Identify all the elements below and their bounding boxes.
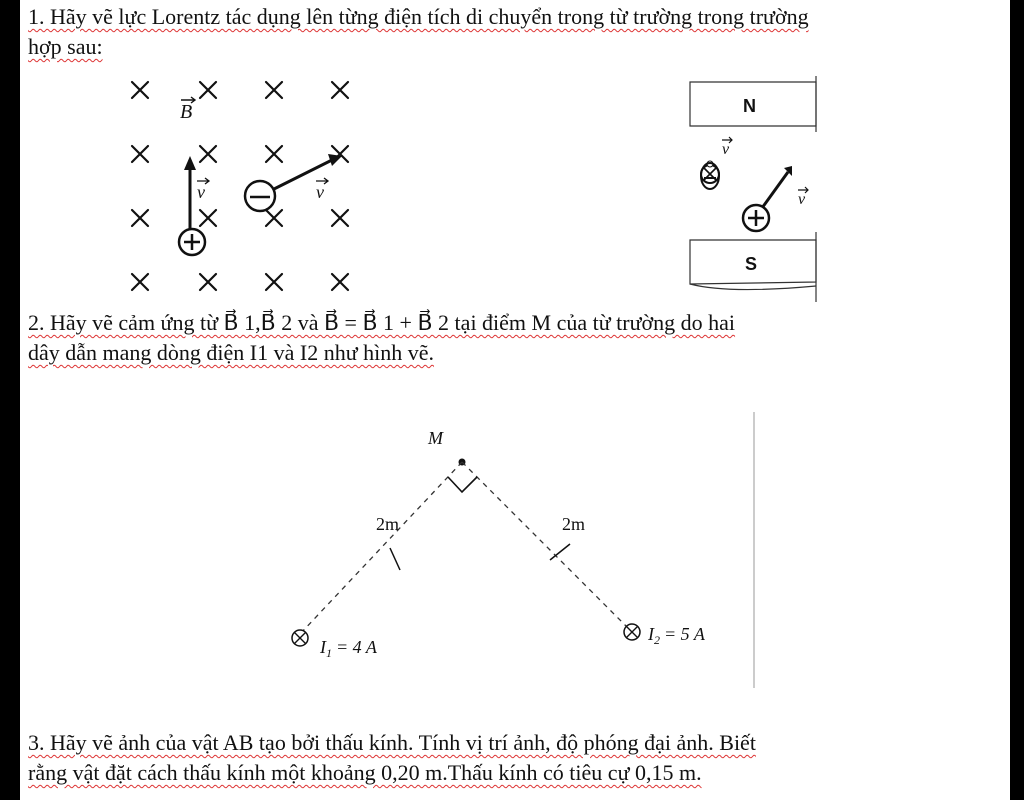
south-pole-block xyxy=(690,232,816,302)
question-2-line-1: 2. Hãy vẽ cảm ứng từ B⃗ 1,B⃗ 2 và B⃗ = B⃗ 1 + B⃗ 2 tại điểm M của từ trường do hai xyxy=(28,310,736,335)
svg-text:N: N xyxy=(743,96,756,116)
svg-text:v: v xyxy=(722,141,730,158)
distance-label-left: 2m xyxy=(376,514,400,534)
negative-charge-into-page xyxy=(701,137,732,189)
wires-field-figure xyxy=(270,410,770,690)
question-2-line-2: dây dẫn mang dòng điện I1 và I2 như hình vẽ. xyxy=(28,340,435,365)
svg-text:v: v xyxy=(316,182,324,202)
distance-line-right xyxy=(462,462,626,626)
document-page xyxy=(20,0,1010,800)
question-3-line-1: 3. Hãy vẽ ảnh của vật AB tạo bởi thấu kính. Tính vị trí ảnh, độ phóng đại ảnh. Biết xyxy=(28,730,756,755)
tick-mark-left xyxy=(390,548,400,570)
svg-text:I1= 4 A: $I_1 = 4$ A xyxy=(320,637,377,660)
svg-text:I2= 5 A: $I_2 = 5$ A xyxy=(648,624,705,647)
distance-label-right: 2m xyxy=(562,514,586,534)
svg-text:v: v xyxy=(197,182,205,202)
svg-text:S: S xyxy=(745,254,758,274)
svg-text:B: B xyxy=(180,101,193,123)
question-3-line-2: rằng vật đặt cách thấu kính một khoảng 0,20 m.Thấu kính có tiêu cự 0,15 m. xyxy=(28,760,702,785)
wire-i1 xyxy=(292,630,378,660)
question-1-line-1: 1. Hãy vẽ lực Lorentz tác dụng lên từng điện tích di chuyển trong từ trường trong trường xyxy=(28,4,809,29)
positive-charge-upward xyxy=(179,156,209,255)
question-1-line-2: hợp sau: xyxy=(28,34,103,59)
lorentz-figure-magnet xyxy=(688,72,828,308)
point-m-label: M xyxy=(428,428,443,448)
question-1 xyxy=(28,2,1008,62)
distance-line-left xyxy=(300,462,462,634)
right-angle-mark xyxy=(448,477,477,492)
question-3 xyxy=(28,728,1008,788)
lorentz-figure-field-crosses xyxy=(120,70,370,300)
positive-charge-diagonal xyxy=(743,166,808,231)
question-2 xyxy=(28,308,1008,368)
negative-charge-diagonal xyxy=(245,154,342,211)
tick-mark-right xyxy=(550,544,570,560)
svg-text:v: v xyxy=(798,191,806,208)
north-pole-block xyxy=(690,76,816,132)
b-vector-label xyxy=(180,97,195,123)
wire-i2 xyxy=(624,624,706,647)
